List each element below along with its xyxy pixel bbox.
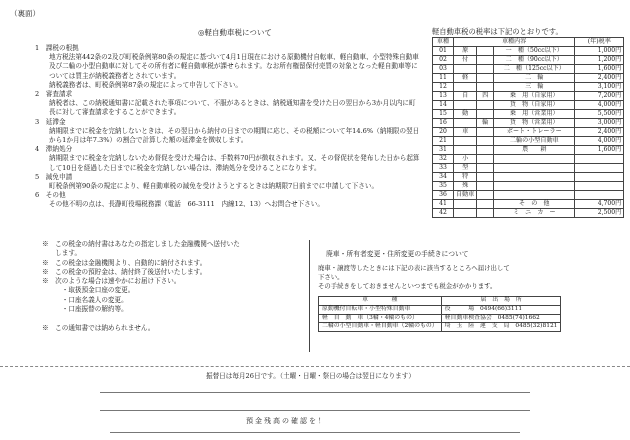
rate-sub-cell xyxy=(477,101,494,110)
rate-code-cell: 20 xyxy=(433,128,454,137)
note-line: ・口座名義人の変更。 xyxy=(42,295,128,304)
office-cell: 軽自動車検査協会 0485(74)1662 xyxy=(441,314,561,323)
table-row xyxy=(433,92,624,101)
rate-desc-cell xyxy=(494,164,575,173)
rate-desc-cell xyxy=(494,182,575,191)
table-row xyxy=(433,83,624,92)
rate-cat-cell xyxy=(454,209,477,218)
rate-desc-cell: ミ ニ カ ー xyxy=(494,209,575,218)
rate-desc-cell: そ の 他 xyxy=(494,200,575,209)
section-text: 地方税法第442条の2及び町税条例第80条の規定に基づいて4月1日現在における原動機付自転車、軽自動車、小型特殊自動車及び二輪の小型自動車に対してその所有者に軽自動車税が課せられます。なお所有権留保付売買の対象となった軽自動車等については買主が納税義務者とされています。 xyxy=(49,53,419,80)
rate-rate-cell xyxy=(575,191,624,200)
table-row xyxy=(433,47,624,56)
note-line: ※ 次のような場合は速やかにお届け下さい。 xyxy=(42,277,181,286)
header-cell: 届 出 場 所 xyxy=(441,297,561,306)
rate-sub-cell xyxy=(477,56,494,65)
table-row xyxy=(433,65,624,74)
rate-sub-cell xyxy=(477,128,494,137)
underline-rule xyxy=(110,432,520,433)
rate-rate-cell: 4,700円 xyxy=(575,200,624,209)
rate-code-cell: 34 xyxy=(433,173,454,182)
rate-sub-cell: 四 xyxy=(477,92,494,101)
section-text: 納税者は、この納税通知書に記載された事項について、不服があるときは、納税通知書を受けた日の翌日から3か月以内に町長に対して審査請求をすることができます。 xyxy=(49,99,416,117)
rate-code-cell: 03 xyxy=(433,65,454,74)
vehicle-type-cell: 軽 自 動 車（3輪・4輪のもの） xyxy=(319,314,442,323)
rate-desc-cell: 三 輪 xyxy=(494,83,575,92)
rate-sub-cell xyxy=(477,164,494,173)
procedure-text xyxy=(318,264,568,291)
rate-rate-cell xyxy=(575,155,624,164)
vehicle-type-cell: 二輪の小型自動車・軽自動車（2輪のもの） xyxy=(319,323,442,332)
rate-sub-cell xyxy=(477,191,494,200)
rate-rate-cell: 1,000円 xyxy=(575,47,624,56)
table-row xyxy=(433,56,624,65)
office-cell: 埼 玉 陸 運 支 局 0485(32)8121 xyxy=(441,323,561,332)
rate-rate-cell xyxy=(575,182,624,191)
office-table-header xyxy=(319,297,561,306)
rate-sub-cell xyxy=(477,83,494,92)
rate-cat-cell: 車 xyxy=(454,128,477,137)
rate-rate-cell: 2,500円 xyxy=(575,209,624,218)
notes-list xyxy=(42,240,297,333)
rate-code-cell: 15 xyxy=(433,110,454,119)
rate-code-cell: 14 xyxy=(433,101,454,110)
rate-code-cell: 13 xyxy=(433,92,454,101)
rate-rate-cell: 3,000円 xyxy=(575,119,624,128)
rate-code-cell: 33 xyxy=(433,164,454,173)
balance-check-text: 預金残高の確認を！ xyxy=(246,417,327,425)
rate-cat-cell: 自 xyxy=(454,92,477,101)
header-cell: 車種内容 xyxy=(454,38,575,47)
section-heading: 2 審査請求 xyxy=(35,90,73,99)
table-row xyxy=(433,200,624,209)
rate-code-cell: 11 xyxy=(433,74,454,83)
rate-cat-cell xyxy=(454,65,477,74)
rate-desc-cell: 二 種（90cc以下） xyxy=(494,56,575,65)
rate-code-cell: 16 xyxy=(433,119,454,128)
note-line: ※ この税金の預貯金は、納付終了後送付いたします。 xyxy=(42,267,207,276)
section-text: 納期限までに税金を完納しないときは、その翌日から納付の日までの期間に応じ、その税額について年14.6%（納期限の翌日から1か月は年7.3%）の割合で計算した額の延滞金を徴収します。 xyxy=(49,126,420,145)
office-cell: 役 場 0494(66)3111 xyxy=(441,305,561,314)
header-cell: 車 種 xyxy=(319,297,442,306)
rate-cat-cell: 付 xyxy=(454,56,477,65)
rate-desc-cell: 二 輪 xyxy=(494,74,575,83)
rate-code-cell: 21 xyxy=(433,137,454,146)
rate-cat-cell: 原 xyxy=(454,47,477,56)
tax-rate-table xyxy=(432,37,624,218)
table-row xyxy=(433,209,624,218)
rate-table-title: 軽自動車税の税率は下記のとおりです。 xyxy=(432,27,563,36)
procedure-line: 下さい。 xyxy=(318,273,344,281)
rate-rate-cell: 4,000円 xyxy=(575,101,624,110)
rate-cat-cell: 殊 xyxy=(454,182,477,191)
rate-rate-cell: 2,400円 xyxy=(575,128,624,137)
table-row xyxy=(433,155,624,164)
rate-cat-cell: 動 xyxy=(454,110,477,119)
office-table xyxy=(318,296,561,332)
rate-desc-cell: ボート・トレーラー xyxy=(494,128,575,137)
note-line: ※ この税金の納付書はあなたの指定しました金融機関へ送付いた xyxy=(42,240,240,248)
section-text: 町税条例第90条の規定により、軽自動車税の減免を受けようとするときは納期限7日前までに申請して下さい。 xyxy=(49,182,379,191)
rate-cat-cell: 軽 xyxy=(454,74,477,83)
table-row xyxy=(319,323,561,332)
table-row xyxy=(433,128,624,137)
rate-desc-cell: 貨 物（営業用） xyxy=(494,119,575,128)
rate-sub-cell: 輪 xyxy=(477,119,494,128)
rate-code-cell: 36 xyxy=(433,191,454,200)
rate-sub-cell xyxy=(477,146,494,155)
rate-rate-cell: 1,600円 xyxy=(575,65,624,74)
rate-desc-cell xyxy=(494,191,575,200)
rate-cat-cell xyxy=(454,137,477,146)
table-row xyxy=(433,146,624,155)
notice-title: ◎軽自動車税について xyxy=(198,28,272,37)
procedure-line: その手続きをしておきませんといつまでも税金がかかります。 xyxy=(318,282,497,290)
section-heading: 5 減免申請 xyxy=(35,172,73,181)
rate-sub-cell xyxy=(477,137,494,146)
cut-line xyxy=(0,366,630,367)
rate-cat-cell xyxy=(454,101,477,110)
rate-desc-cell: 貨 物（自家用） xyxy=(494,101,575,110)
table-row xyxy=(433,110,624,119)
transfer-date-text: 振替日は毎月26日です。（土曜・日曜・祭日の場合は翌日になります） xyxy=(206,372,415,380)
table-row xyxy=(319,314,561,323)
vehicle-type-cell: 原動機付自転車・小型特殊自動車 xyxy=(319,305,442,314)
rate-cat-cell: 特 xyxy=(454,173,477,182)
rate-desc-cell: 農 耕 xyxy=(494,146,575,155)
section-text: その他不明の点は、長瀞町役場税務課（電話 66-3111 内線12、13）へお問合せ下さい。 xyxy=(49,200,324,209)
rate-table-header xyxy=(433,38,624,47)
rate-cat-cell: 自動車 xyxy=(454,191,477,200)
rate-cat-cell xyxy=(454,119,477,128)
rate-code-cell: 12 xyxy=(433,83,454,92)
section-heading: 6 その他 xyxy=(35,191,66,200)
rate-cat-cell xyxy=(454,146,477,155)
header-cell: 車種 xyxy=(433,38,454,47)
back-side-label: （裏面） xyxy=(10,9,40,18)
rate-rate-cell: 5,500円 xyxy=(575,110,624,119)
rate-code-cell: 35 xyxy=(433,182,454,191)
rate-cat-cell xyxy=(454,200,477,209)
rate-cat-cell: 小 xyxy=(454,155,477,164)
procedure-line: 廃車・譲渡等したときには下記の表に該当するところへ届け出して xyxy=(318,264,510,272)
note-line: ・取扱預金口座の変更。 xyxy=(42,286,135,295)
rate-desc-cell: 二 種（125cc以下） xyxy=(494,65,575,74)
rate-sub-cell xyxy=(477,65,494,74)
underline-rule xyxy=(100,410,530,411)
rate-code-cell: 42 xyxy=(433,209,454,218)
rate-desc-cell: 二輪の小型自動車 xyxy=(494,137,575,146)
header-cell: (年)税率 xyxy=(575,38,624,47)
rate-sub-cell xyxy=(477,74,494,83)
rate-sub-cell xyxy=(477,182,494,191)
table-row xyxy=(433,191,624,200)
table-row xyxy=(433,173,624,182)
note-line: ※ この税金は金融機関より、自動的に納付されます。 xyxy=(42,258,207,267)
rate-desc-cell xyxy=(494,173,575,182)
rate-rate-cell: 3,100円 xyxy=(575,83,624,92)
rate-sub-cell xyxy=(477,209,494,218)
rate-desc-cell xyxy=(494,155,575,164)
table-row xyxy=(433,137,624,146)
vertical-divider xyxy=(309,240,310,352)
note-line xyxy=(42,314,297,323)
notice-body xyxy=(35,44,420,210)
rate-rate-cell: 2,400円 xyxy=(575,74,624,83)
table-row xyxy=(433,119,624,128)
rate-code-cell: 01 xyxy=(433,47,454,56)
rate-rate-cell: 7,200円 xyxy=(575,92,624,101)
procedure-title: 廃車・所有者変更・住所変更の手続きについて xyxy=(326,250,469,258)
table-row xyxy=(433,74,624,83)
table-row xyxy=(433,101,624,110)
note-line: ・口座振替の解約等。 xyxy=(42,305,128,314)
rate-code-cell: 02 xyxy=(433,56,454,65)
rate-code-cell: 31 xyxy=(433,146,454,155)
rate-desc-cell: 一 種（50cc以下） xyxy=(494,47,575,56)
rate-rate-cell: 1,200円 xyxy=(575,56,624,65)
rate-rate-cell: 4,000円 xyxy=(575,137,624,146)
underline-rule xyxy=(100,392,530,393)
rate-sub-cell xyxy=(477,200,494,209)
note-line: します。 xyxy=(42,249,82,258)
rate-rate-cell xyxy=(575,164,624,173)
section-text: 納期限までに税金を完納しないため督促を受けた場合は、手数料70円が徴収されます。又、その督促状を発布した日から起算して10日を経過した日までに税金を完納しない場合は、滞納処分を受けることになります。 xyxy=(49,154,420,172)
section-heading: 4 滞納処分 xyxy=(35,145,73,154)
rate-code-cell: 32 xyxy=(433,155,454,164)
rate-sub-cell xyxy=(477,47,494,56)
section-text: 納税義務者は、町税条例第87条の規定によって申告して下さい。 xyxy=(49,80,243,89)
section-heading: 3 延滞金 xyxy=(35,117,66,126)
rate-cat-cell xyxy=(454,83,477,92)
rate-code-cell: 41 xyxy=(433,200,454,209)
rate-rate-cell: 1,600円 xyxy=(575,146,624,155)
rate-sub-cell xyxy=(477,173,494,182)
table-row xyxy=(433,164,624,173)
note-line: ※ この通知書では納められません。 xyxy=(42,323,155,332)
rate-sub-cell xyxy=(477,110,494,119)
rate-rate-cell xyxy=(575,173,624,182)
rate-sub-cell xyxy=(477,155,494,164)
table-row xyxy=(319,305,561,314)
rate-desc-cell: 乗 用（営業用） xyxy=(494,110,575,119)
table-row xyxy=(433,182,624,191)
rate-desc-cell: 乗 用（自家用） xyxy=(494,92,575,101)
section-heading: 1 課税の根拠 xyxy=(35,44,79,52)
rate-cat-cell: 型 xyxy=(454,164,477,173)
